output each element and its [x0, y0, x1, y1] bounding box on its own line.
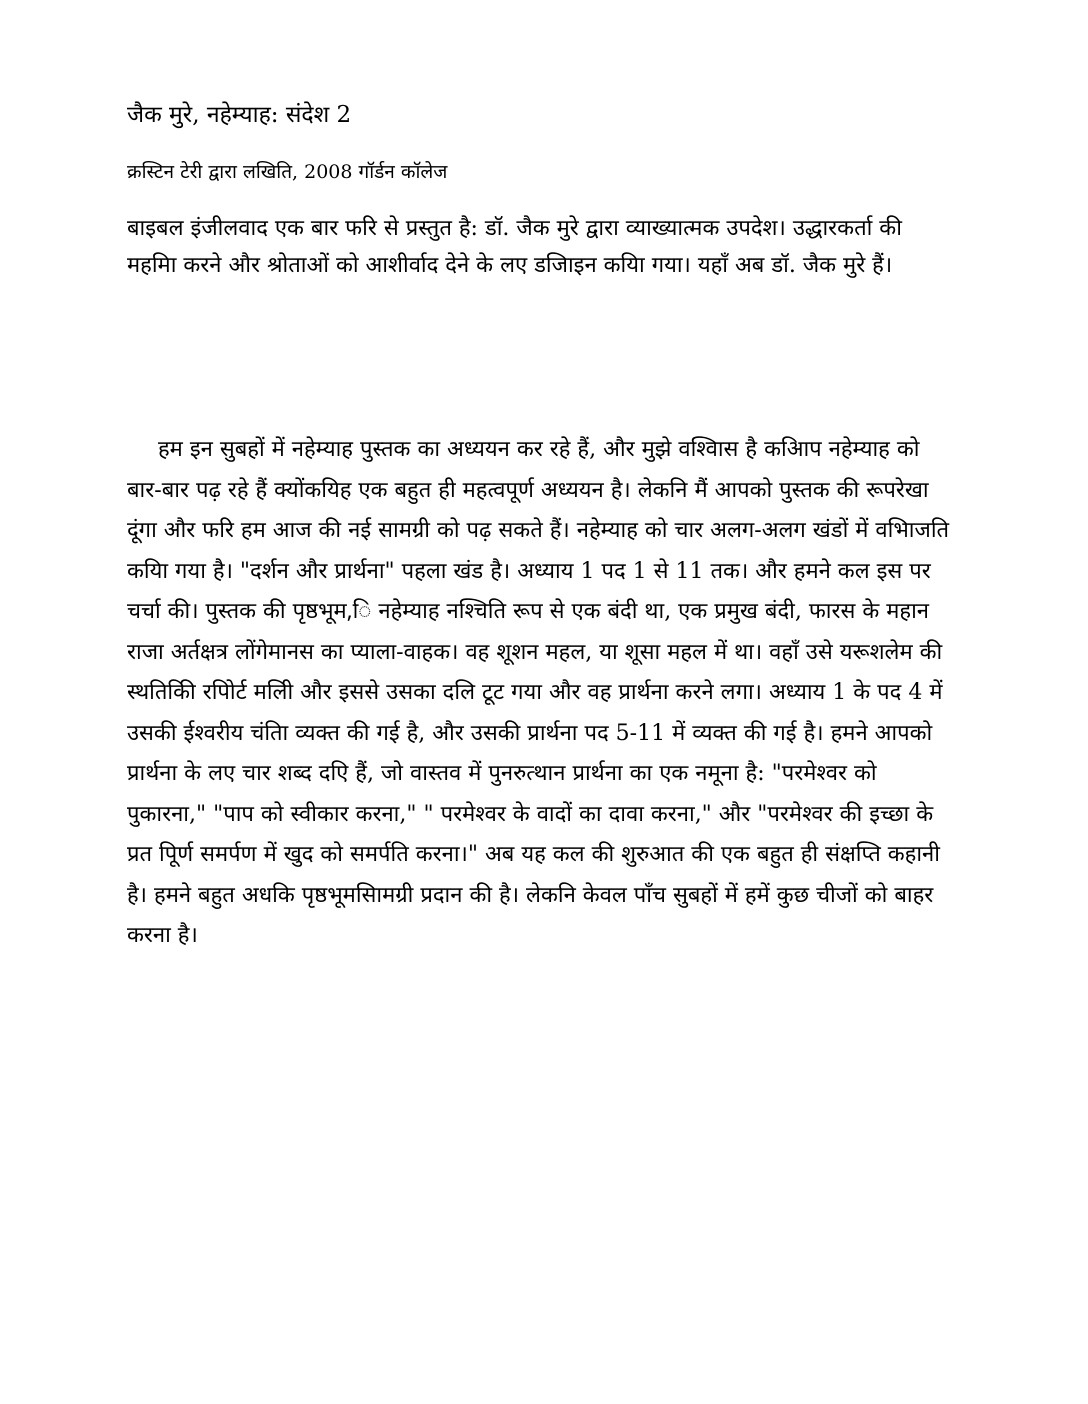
document-byline: क्रस्टिन टेरी द्वारा लखिति, 2008 गॉर्डन कॉलेज [127, 161, 448, 183]
body-paragraph: हम इन सुबहों में नहेम्याह पुस्तक का अध्ययन कर रहे हैं, और मुझे वश्विास है कआिप नहेम्याह को बार-बार पढ़ रहे हैं क्योंकयिह एक बहुत ही महत्वपूर्ण अध्ययन है। लेकनि मैं आपको पुस्तक की रूपरेखा दूंगा और फरि हम आज की नई सामग्री को पढ़ सकते हैं। नहेम्याह को चार अलग-अलग खंडों में वभिाजति कयिा गया है। "दर्शन और प्रार्थना" पहला खंड है। अध्याय 1 पद 1 से 11 तक। और हमने कल इस पर चर्चा की। पुस्तक की पृष्ठभूम,ि नहेम्याह नश्चिति रूप से एक बंदी था, एक प्रमुख बंदी, फारस के महान राजा अर्तक्षत्र लोंगेमानस का प्याला-वाहक। वह शूशन महल, या शूसा महल में था। वहाँ उसे यरूशलेम की स्थतिकिी रपिोर्ट मलिी और इससे उसका दलि टूट गया और वह प्रार्थना करने लगा। अध्याय 1 के पद 4 में उसकी ईश्वरीय चंतिा व्यक्त की गई है, और उसकी प्रार्थना पद 5-11 में व्यक्त की गई है। हमने आपको प्रार्थना के लए चार शब्द दएि हैं, जो वास्तव में पुनरुत्थान प्रार्थना का एक नमूना है: "परमेश्वर को पुकारना," "पाप को स्वीकार करना," " परमेश्वर के वादों का दावा करना," और "परमेश्वर की इच्छा के प्रत पिूर्ण समर्पण में खुद को समर्पति करना।" अब यह कल की शुरुआत की एक बहुत ही संक्षप्ति कहानी है। हमने बहुत अधकि पृष्ठभूमसिामग्री प्रदान की है। लेकनि केवल पाँच सुबहों में हमें कुछ चीजों को बाहर करना है। [127, 437, 950, 948]
intro-paragraph: बाइबल इंजीलवाद एक बार फरि से प्रस्तुत है: डॉ. जैक मुरे द्वारा व्याख्यात्मक उपदेश। उद्धारकर्ता की महमिा करने और श्रोताओं को आशीर्वाद देने के लए डजिाइन कयिा गया। यहाँ अब डॉ. जैक मुरे हैं। [127, 216, 902, 278]
document-title: जैक मुरे, नहेम्याह: संदेश 2 [127, 102, 352, 128]
document-page [127, 0, 957, 1404]
